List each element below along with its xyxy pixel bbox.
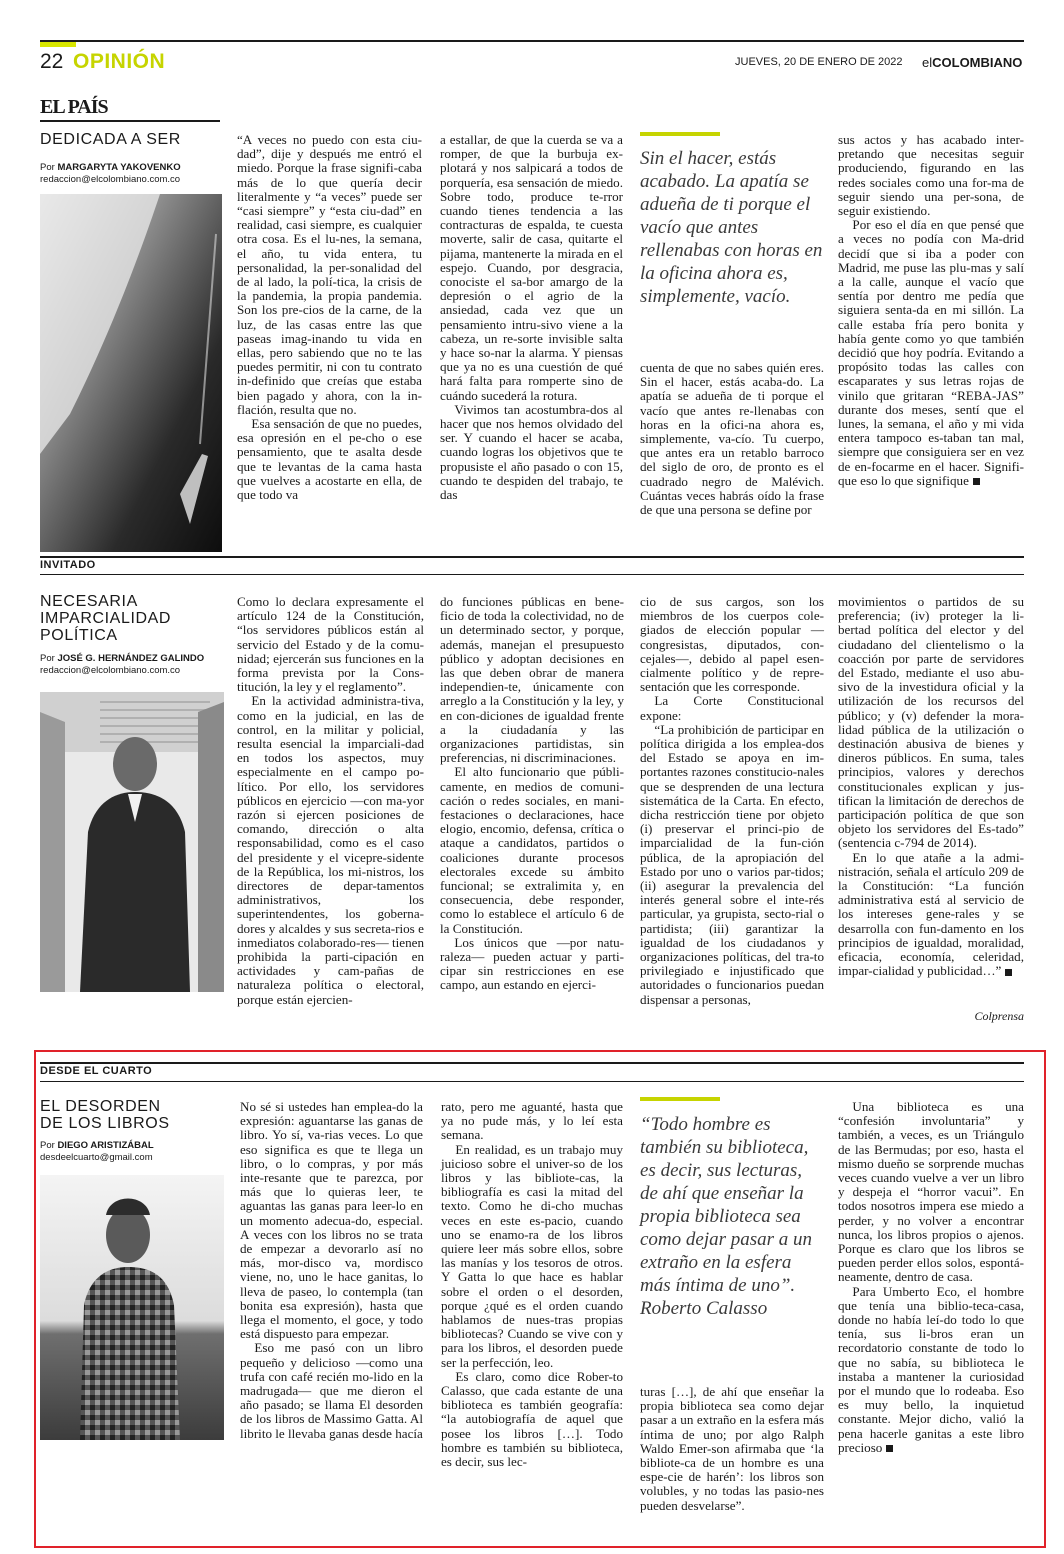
article3-author-photo xyxy=(40,1175,224,1440)
article3-author: DIEGO ARISTIZÁBAL xyxy=(57,1140,154,1151)
end-mark xyxy=(886,1445,893,1452)
article2-kicker-rule xyxy=(40,574,1024,575)
article2-column-1: Como lo declara expresamente el artículo 124 de la Constitución, “los servidores públicos están al servicio del Estado y de la comu-nidad; ejercerán sus funciones en la forma prevista por la Cons-titución, la ley y el reglamento”. En la actividad administra-tiva, como en la judicial, en las de control, en la militar y policial, resulta esencial la imparciali-dad en todos los aspectos, muy especialmente en el campo po-lítico. Por ello, los servidores públicos en ejercicio —con ma-yor razón si ejercen posiciones de comando, dirección o alta responsabilidad, como es el caso del presidente y el vicepre-sidente de la República, los mi-nistros, los directores de depar-tamentos administrativos, los superintendentes, los goberna-dores y alcaldes y sus secreta-rios e inmediatos colaborado-res— tienen prohibida la parti-cipación en actividades y cam-pañas de naturaleza política o electoral, porque están ejercien- xyxy=(237,594,424,1007)
header-rule xyxy=(40,40,1024,42)
article2-column-2: do funciones públicas en bene-ficio de toda la colectividad, no de un determinado sector, y porque, además, manejan el presupuesto público y adoptan decisiones en las que deben obrar de manera independien-te, únicamente con arreglo a la Constitución y la ley, y en con-diciones de igualdad frente a la ciudadanía y las organizaciones partidistas, sin preferencias, ni discriminaciones. El alto funcionario que públi-camente, en medios de comuni-cación o redes sociales, en mani-festaciones o declaraciones, hace elogio, encomio, defensa, crítica o ataque a candidatos, partidos o coaliciones durante procesos electorales excede su ámbito funcional; se extralimita y, en consecuencia, debe responder, como lo establece el artículo 6 de la Constitución. Los únicos que —por natu-raleza— pueden actuar y parti-cipar sin restricciones en ese campo, aun estando en ejerci- xyxy=(440,594,624,993)
dateline: JUEVES, 20 DE ENERO DE 2022 xyxy=(735,56,903,68)
article1-column-4: sus actos y has acabado inter-pretando que necesitas seguir produciendo, figurando en las redes sociales como una for-ma de seguir siendo una per-sona, de seguir existiendo. Por eso el día en que pensé que a veces no podía con Ma-drid decidí que si iba a poder con Madrid, me puse las plu-mas y salí a la calle, aunque el vacío que sentía por dentro me pedía que siguiera senta-da en mi sillón. La calle estaba fría pero bonita y había gente como yo que también decidió que hoy podría. Evitando a propósito todas las calles con escaparates y sus letras rojas de vinilo que gritaran “REBA-JAS” durante dos meses, sentí que el lunes, la semana, el año y mi vida entera tampoco es-taban tan mal, siempre que consiguiera ser en vez de en-focarme en el hacer. Signifi-que eso lo que signifique xyxy=(838,132,1024,488)
article1-byline: Por MARGARYTA YAKOVENKO xyxy=(40,162,181,173)
article3-kicker: DESDE EL CUARTO xyxy=(40,1065,153,1077)
article3-top-rule xyxy=(40,1062,1024,1064)
article2-top-rule xyxy=(40,556,1024,558)
end-mark xyxy=(973,478,980,485)
logo-prefix: el xyxy=(922,55,933,70)
article1-pull-quote: Sin el hacer, estás acabado. La apatía se adueña de ti porque el vacío que antes rellenabas con horas en la oficina ahora es, simplemente, vacío. xyxy=(640,148,823,307)
article2-column-3: cio de sus cargos, son los miembros de los cuerpos cole-giados de elección popular —congresistas, diputados, con-cejales—, debido al papel esen-cialmente político y de repre-sentación que les corresponde. La Corte Constitucional expone: “La prohibición de participar en política dirigida a los emplea-dos del Estado se apoya en im-portantes razones constitucio-nales que se desprenden de una lectura sistemática de la Carta. En efecto, dicha restricción tiene por objeto (i) preservar el princi-pio de imparcialidad de la fun-ción pública, de la apropiación del Estado por uno o varios par-tidos; (ii) asegurar la prevalencia del interés general sobre el inte-rés particular, ya grupista, secto-rial o partidista; (iii) garantizar la igualdad de los ciudadanos y organizaciones políticas, del tra-to privilegiado e injustificado que autoridades o funcionarios puedan dispensar a personas, xyxy=(640,594,824,1007)
article1-title-rule xyxy=(40,120,220,122)
article3-column-2: rato, pero me aguanté, hasta que ya no pude más, y lo leí esta semana. En realidad, es un trabajo muy juicioso sobre el univer-so de los libros y las bibliote-cas, la bibliografía es casi la mitad del texto. Como he di-cho muchas veces en este es-pacio, cuando uno se enamo-ra de los libros quiere leer más sobre ellos, sobre las manías y los tesoros de otros. Y Gatta lo que hace es hablar sobre el orden o el desorden, porque ¿qué es el orden cuando hablamos de nues-tras propias bibliotecas? Cuando se vive con y para los libros, el desorden puede ser la perfección, leo. Es claro, como dice Rober-to Calasso, que cada estante de una biblioteca es también geografía: “la autobiografía de aquel que posee los libros […]. Todo hombre es también su biblioteca, es decir, sus lec- xyxy=(441,1099,623,1470)
article2-email: redaccion@elcolombiano.com.co xyxy=(40,665,181,676)
article1-illustration xyxy=(40,194,222,552)
section-accent-bar xyxy=(40,42,76,47)
article3-pull-quote: “Todo hombre es también su biblioteca, es decir, sus lecturas, de ahí que enseñar la propia biblioteca sea como dejar pasar a un extraño en la esfera más íntima de uno”. Roberto Calasso xyxy=(640,1114,813,1319)
article1-title: DEDICADA A SER xyxy=(40,131,181,148)
article2-kicker: INVITADO xyxy=(40,559,96,571)
article1-column-3: cuenta de que no sabes quién eres. Sin el hacer, estás acaba-do. La apatía se adueña de ti porque el vacío que antes re-llenabas con horas en la ofici-na ahora es, simplemente, va-cío. Tu cuerpo, que antes era un retablo barroco del siglo de oro, de pronto es el cuadrado negro de Malévich. Cuántas veces habrás oído la frase de que una persona se define por xyxy=(640,360,824,518)
section-name: OPINIÓN xyxy=(73,50,166,73)
article2-author-photo xyxy=(40,692,224,992)
article1-column-1: “A veces no puedo con esta ciu-dad”, dije y después me entró el miedo. Porque la frase signifi-caba más de lo que quería decir literalmente y “a veces” puede ser “casi siempre” y “esta ciu-dad” en realidad, casi siempre, es cualquier otra cosa. Es el lu-nes, la semana, el año, tu vida entera, tu personalidad, la per-sonalidad del de al lado, la polí-tica, la crisis de la pandemia, la propia pandemia. Son los pre-cios de la carne, de la luz, de las casas entre las que paseas imag-inando tu vida en ellas, pero sabiendo que no te las puedes permitir, ni con tu contrato in-definido que creías que estaba bien pagado y ahora, con la in-flación, resulta que no. Esa sensación de que no puedes, esa opresión en el pe-cho o ese pensamiento, que te asalta desde que te levantas de la cama hasta que vuelves a acostarte en ella, de que todo va xyxy=(237,132,422,503)
newspaper-logo xyxy=(922,55,1022,70)
logo-main: COLOMBIANO xyxy=(932,55,1023,70)
article2-column-4: movimientos o partidos de su preferencia; (iv) proteger la li-bertad política del elector y del ciudadano del clientelismo o la coacción por parte de servidores del Estado, mediante el uso abu-sivo de la investidura oficial y la utilización de los recursos del público; y (v) defender la mora-lidad pública de la utilización o destinación abusiva de bienes y dineros públicos. En suma, tales principios, valores y derechos constitucionales explican y jus-tifican la limitación de derechos de participación política de que son objeto los servidores del Es-tado” (sentencia c-794 de 2014). En lo que atañe a la admi-nistración, señala el artículo 209 de la Constitución: “La función administrativa está al servicio de los intereses gene-rales y se desarrolla con fun-damento en los principios de igualdad, moralidad, eficacia, economía, celeridad, impar-cialidad y publicidad…” xyxy=(838,594,1024,979)
article3-column-1: No sé si ustedes han emplea-do la expresión: aguantarse las ganas de libro. Yo sí, va-rias veces. Lo que eso significa es que te llega un libro, o lo compras, y por más inte-resante que te parezca, por más que lo quieras leer, te aguantas las ganas para leer-lo en un momento adecua-do, especial. A veces con los libros no se trata de empezar a devorarlo así no más, mor-disco va, mordisco viene, no, uno le hace ganitas, lo lleva de paseo, lo contempla (tan bonita esa expresión), hasta que llega el momento, el goce, y todo está dispuesto para empezar. Eso me pasó con un libro pequeño y delicioso —como una trufa con café recién mo-lido en la madrugada— que me dieron el año pasado; se llama El desorden de los libros de Massimo Gatta. Al librito le llevaba ganas desde hacía xyxy=(240,1099,423,1441)
article2-author: JOSÉ G. HERNÁNDEZ GALINDO xyxy=(57,653,205,664)
article3-column-3: turas […], de ahí que enseñar la propia biblioteca sea como dejar pasar a un extraño en la esfera más íntima de uno; por algo Ralph Waldo Emer-son afirmaba que ‘la bibliote-ca de un hombre es una espe-cie de harén’: los libros son volubles, y no todas las pasio-nes pueden desvelarse”. xyxy=(640,1384,824,1513)
end-mark xyxy=(1005,969,1012,976)
article3-kicker-rule xyxy=(40,1081,1024,1082)
article1-column-2: a estallar, de que la cuerda se va a romper, de que la burbuja ex-plotará y nos salpicará a todos de porquería, esa sensación de miedo. Sobre todo, produce te-rror cuando tienes tendencia a las contracturas de espalda, te cuesta moverte, salir de casa, quitarte el pijama, mantenerte la mirada en el espejo. Cuando, por desgracia, conociste el sa-bor amargo de la depresión o el agrio de la ansiedad, cada vez que un pensamiento intru-sivo viene a la cabeza, un re-sorte invisible salta y hace so-nar la alarma. Y piensas que ya no es una cuestión de qué hará falta para romperte sino de cuándo sucederá la rotura. Vivimos tan acostumbra-dos al hacer que nos hemos olvidado del ser. Y cuando el hacer se acaba, cuando logras los objetivos que te propusiste el año pasado o con 15, cuando te despiden del trabajo, te das xyxy=(440,132,623,503)
article1-author: MARGARYTA YAKOVENKO xyxy=(57,162,181,173)
article3-quote-bar xyxy=(640,1097,720,1101)
article1-quote-bar xyxy=(640,132,720,136)
article3-byline: Por DIEGO ARISTIZÁBAL xyxy=(40,1140,154,1151)
partner-logo-el-pais: EL PAÍS xyxy=(40,96,108,118)
article2-title: NECESARIA IMPARCIALIDAD POLÍTICA xyxy=(40,593,172,644)
article3-column-4: Una biblioteca es una “confesión involuntaria” y también, a veces, es un Triángulo de las Bermudas; por eso, hasta el mismo dueño se sorprende muchas veces cuando vuelve a ver un libro y despeja el “horror vacui”. En todos nosotros impera ese miedo a perder, y no volver a encontrar nunca, los libros propios o ajenos. Porque es claro que los libros se pueden perder ellos solos, espontá-neamente, dentro de casa. Para Umberto Eco, el hombre que tenía una biblio-teca-casa, donde no había leí-do todo lo que tenía, sus li-bros eran un recordatorio constante de todo lo que no sabía, su biblioteca le instaba a mantener la curiosidad por el mundo que lo rodeaba. Eso es muy bello, la inquietud constante. Mejor dicho, valió la pena hacerle ganitas a este libro precioso xyxy=(838,1099,1024,1455)
article3-email: desdeelcuarto@gmail.com xyxy=(40,1152,153,1163)
article2-credit: Colprensa xyxy=(974,1009,1024,1023)
article2-byline: Por JOSÉ G. HERNÁNDEZ GALINDO xyxy=(40,653,205,664)
page-number: 22 xyxy=(40,50,64,73)
article3-title: EL DESORDEN DE LOS LIBROS xyxy=(40,1098,170,1132)
article1-email: redaccion@elcolombiano.com.co xyxy=(40,174,181,185)
